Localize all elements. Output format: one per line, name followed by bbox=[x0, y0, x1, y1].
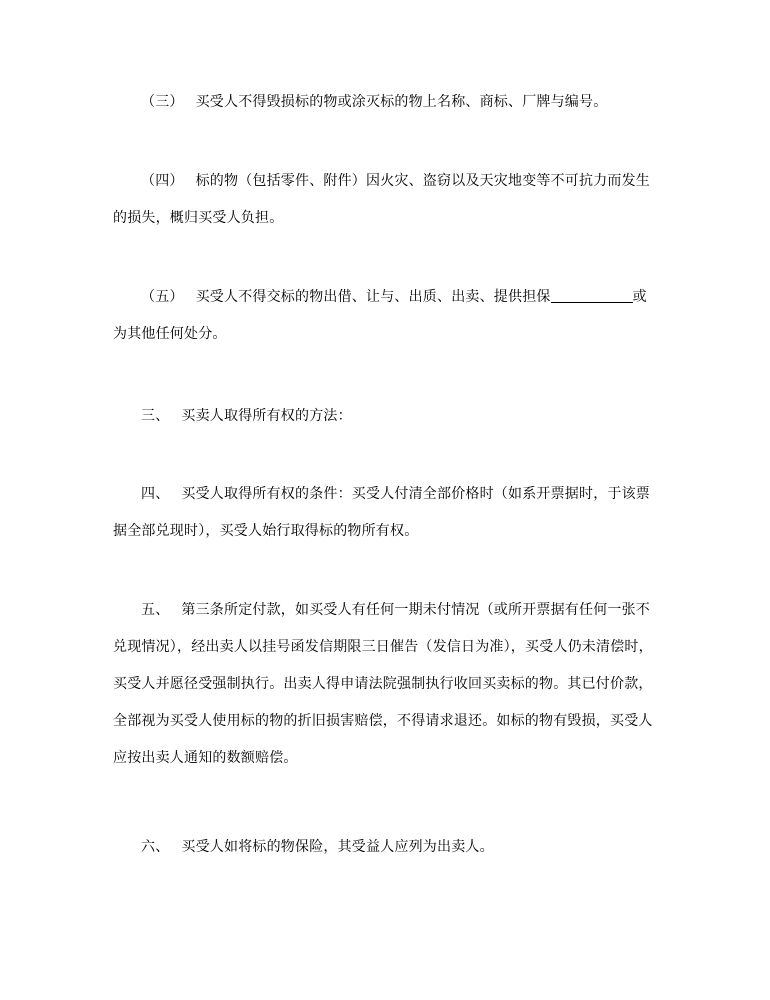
section-number: 三、 bbox=[141, 408, 170, 424]
clause-number: （三） bbox=[141, 94, 184, 110]
section-3 bbox=[113, 398, 658, 435]
clause-text: 买受人不得交标的物出借、让与、出质、出卖、提供担保 bbox=[195, 289, 551, 305]
section-text: 买受人取得所有权的条件：买受人付清全部价格时（如系开票据时，于该票据全部兑现时），买受人始行取得标的物所有权。 bbox=[113, 486, 651, 539]
section-6 bbox=[113, 829, 658, 866]
clause-5 bbox=[113, 279, 658, 353]
clause-4 bbox=[113, 163, 658, 237]
section-text: 第三条所定付款，如买受人有任何一期未付情况（或所开票据有任何一张不兑现情况），经出卖人以挂号函发信期限三日催告（发信日为准），买受人仍未清偿时，买受人并愿径受强制执行。出卖人得申请法院强制执行收回买卖标的物。其已付价款，全部视为买受人使用标的物的折旧损害赔偿，不得请求退还。如标的物有毁损，买受人应按出卖人通知的数额赔偿。 bbox=[113, 602, 653, 766]
clause-number: （四） bbox=[141, 173, 184, 189]
clause-3 bbox=[113, 84, 658, 121]
section-text: 买受人如将标的物保险，其受益人应列为出卖人。 bbox=[181, 839, 494, 855]
section-4 bbox=[113, 476, 658, 550]
section-number: 六、 bbox=[141, 839, 170, 855]
clause-text-after: 或为其他任何处分。 bbox=[113, 289, 647, 342]
section-number: 四、 bbox=[141, 486, 170, 502]
clause-text: 标的物（包括零件、附件）因火灾、盗窃以及天灾地变等不可抗力而发生的损失，概归买受人负担。 bbox=[113, 173, 651, 226]
clause-number: （五） bbox=[141, 289, 184, 305]
section-5 bbox=[113, 592, 658, 777]
clause-text: 买受人不得毁损标的物或涂灭标的物上名称、商标、厂牌与编号。 bbox=[195, 94, 608, 110]
fill-in-blank bbox=[551, 288, 633, 303]
section-number: 五、 bbox=[141, 602, 170, 618]
section-text: 买卖人取得所有权的方法： bbox=[181, 408, 352, 424]
